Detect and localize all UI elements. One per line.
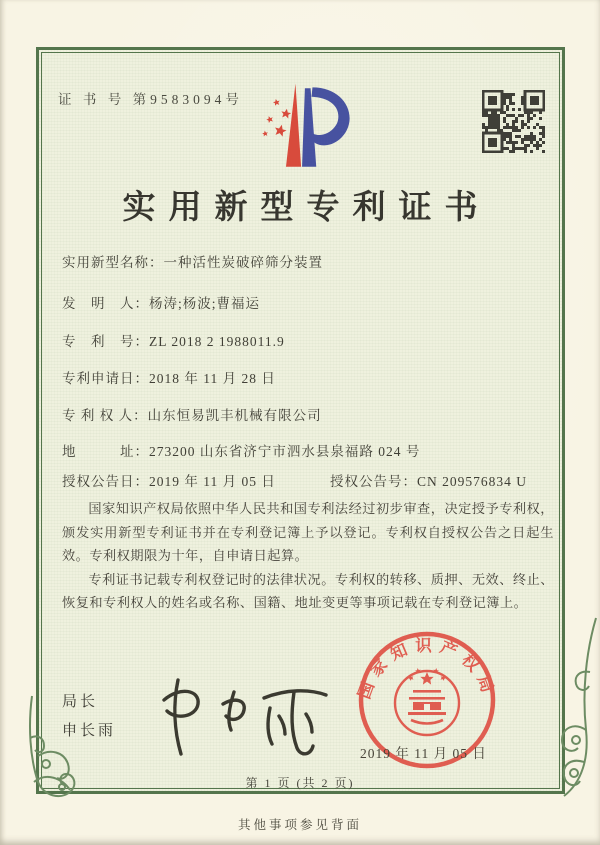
field-label: 专利申请日： xyxy=(62,371,149,386)
field-row-address xyxy=(62,440,420,460)
grant-row xyxy=(62,470,554,490)
back-note: 其他事项参见背面 xyxy=(237,818,362,832)
field-value: 2018 年 11 月 28 日 xyxy=(149,371,276,386)
logo-blue-bar xyxy=(302,88,316,166)
logo-blue-loop xyxy=(310,87,349,145)
seal-arc-text: 国家知识产权局 xyxy=(354,635,500,702)
grant-date: 授权公告日：2019 年 11 月 05 日 xyxy=(62,474,276,489)
field-value: 杨涛;杨波;曹福运 xyxy=(149,296,261,311)
logo-red-wedge xyxy=(286,84,301,167)
field-label: 发 明 人： xyxy=(62,296,149,311)
field-value: 一种活性炭破碎筛分装置 xyxy=(163,255,323,270)
cnipa-patent-logo xyxy=(240,76,366,180)
legal-paragraph-2: 专利证书记载专利权登记时的法律状况。专利权的转移、质押、无效、终止、恢复和专利权人的姓名或名称、国籍、地址变更等事项记载在专利登记簿上。 xyxy=(62,571,554,610)
logo-stars xyxy=(262,98,292,137)
field-value: 273200 山东省济宁市泗水县泉福路 024 号 xyxy=(149,444,421,459)
field-label: 地 址： xyxy=(62,444,149,459)
field-row-filing-date xyxy=(62,367,276,387)
field-row-patent-number xyxy=(62,330,285,350)
field-row-patentee xyxy=(62,404,322,424)
certificate-number: 证 书 号 第9583094号 xyxy=(58,92,243,107)
field-row-name xyxy=(62,251,323,271)
page-number: 第 1 页 (共 2 页) xyxy=(245,776,355,790)
qr-code xyxy=(482,90,545,153)
field-row-inventors xyxy=(62,292,260,312)
legal-text xyxy=(62,497,554,615)
field-value: 山东恒易凯丰机械有限公司 xyxy=(147,408,322,423)
field-value: ZL 2018 2 1988011.9 xyxy=(149,334,285,349)
seal-date: 2019 年 11 月 05 日 xyxy=(360,746,487,761)
director-title: 局长 xyxy=(62,694,99,710)
grant-number: 授权公告号：CN 209576834 U xyxy=(330,474,528,489)
field-label: 专 利 号： xyxy=(62,334,149,349)
certificate-title: 实用新型专利证书 xyxy=(122,190,491,226)
director-name: 申长雨 xyxy=(62,723,117,739)
field-label: 实用新型名称： xyxy=(62,255,164,270)
legal-paragraph-1: 国家知识产权局依照中华人民共和国专利法经过初步审查，决定授予专利权，颁发实用新型专利证书并在专利登记簿上予以登记。专利权自授权公告之日起生效。专利权期限为十年，自申请日起算。 xyxy=(62,501,554,563)
field-label: 专 利 权 人： xyxy=(62,408,148,423)
director-signature xyxy=(146,664,342,768)
national-emblem xyxy=(395,668,459,735)
